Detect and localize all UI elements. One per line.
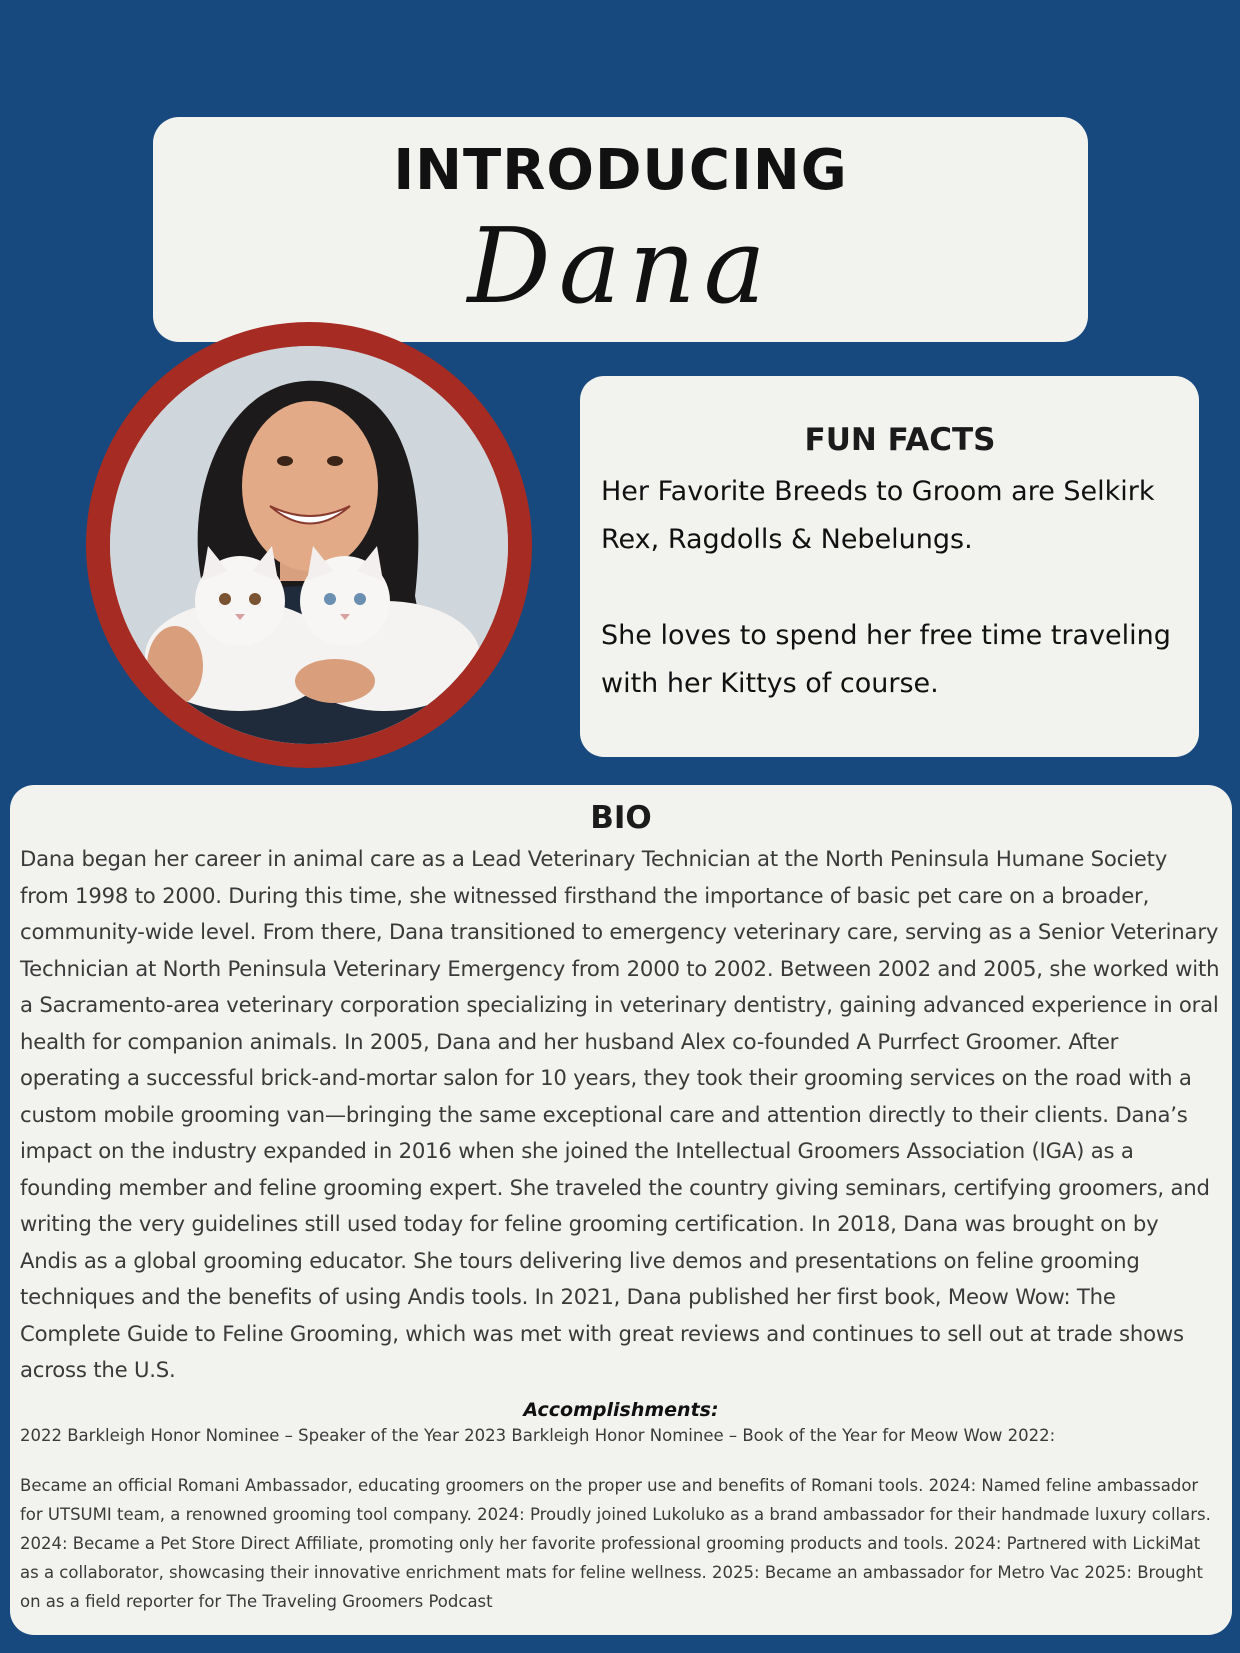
photo-ring: [86, 322, 532, 768]
accomplishments-intro: 2022 Barkleigh Honor Nominee – Speaker of the Year 2023 Barkleigh Honor Nominee – Book of the Year for Meow Wow 2022:: [20, 1425, 1056, 1445]
page-title: INTRODUCING: [393, 138, 848, 203]
fun-facts-card: [580, 376, 1199, 757]
portrait-illustration: [110, 346, 508, 744]
fun-fact-1: Her Favorite Breeds to Groom are Selkirk Rex, Ragdolls & Nebelungs.: [601, 476, 1155, 555]
header-card: [153, 117, 1088, 342]
portrait-photo: [110, 346, 508, 744]
bio-title: BIO: [590, 800, 652, 836]
fun-facts-text: [601, 468, 1179, 708]
name-script-title: Dana: [467, 205, 774, 327]
bio-text: Dana began her career in animal care as a Lead Veterinary Technician at the North Peninsula Humane Society from 1998 to 2000. During this time, she witnessed firsthand the importance of basic pet care on a broader, community-wide level. From there, Dana transitioned to emergency veterinary care, serving as a Senior Veterinary Technician at North Peninsula Veterinary Emergency from 2000 to 2002. Between 2002 and 2005, she worked with a Sacramento-area veterinary corporation specializing in veterinary dentistry, gaining advanced experience in oral health for companion animals. In 2005, Dana and her husband Alex co-founded A Purrfect Groomer. After operating a successful brick-and-mortar salon for 10 years, they took their grooming services on the road with a custom mobile grooming van—bringing the same exceptional care and attention directly to their clients. Dana’s impact on the industry expanded in 2016 when she joined the Intellectual Groomers Association (IGA) as a founding member and feline grooming expert. She traveled the country giving seminars, certifying groomers, and writing the very guidelines still used today for feline grooming certification. In 2018, Dana was brought on by Andis as a global grooming educator. She tours delivering live demos and presentations on feline grooming techniques and the benefits of using Andis tools. In 2021, Dana published her first book, Meow Wow: The Complete Guide to Feline Grooming, which was met with great reviews and continues to sell out at trade shows across the U.S.: [20, 846, 1220, 1382]
bio-card: [10, 785, 1232, 1635]
accomplishments-title: Accomplishments:: [523, 1398, 719, 1421]
fun-fact-2: She loves to spend her free time traveling with her Kittys of course.: [601, 620, 1171, 699]
accomplishments-text: Became an official Romani Ambassador, educating groomers on the proper use and benefits of Romani tools. 2024: Named feline ambassador for UTSUMI team, a renowned grooming tool company. 2024: Proudly joined Lukoluko as a brand ambassador for their handmade luxury collars. 2024: Became a Pet Store Direct Affiliate, promoting only her favorite professional grooming products and tools. 2024: Partnered with LickiMat as a collaborator, showcasing their innovative enrichment mats for feline wellness. 2025: Became an ambassador for Metro Vac 2025: Brought on as a field reporter for The Traveling Groomers Podcast: [20, 1475, 1211, 1611]
fun-facts-title: FUN FACTS: [804, 422, 996, 458]
